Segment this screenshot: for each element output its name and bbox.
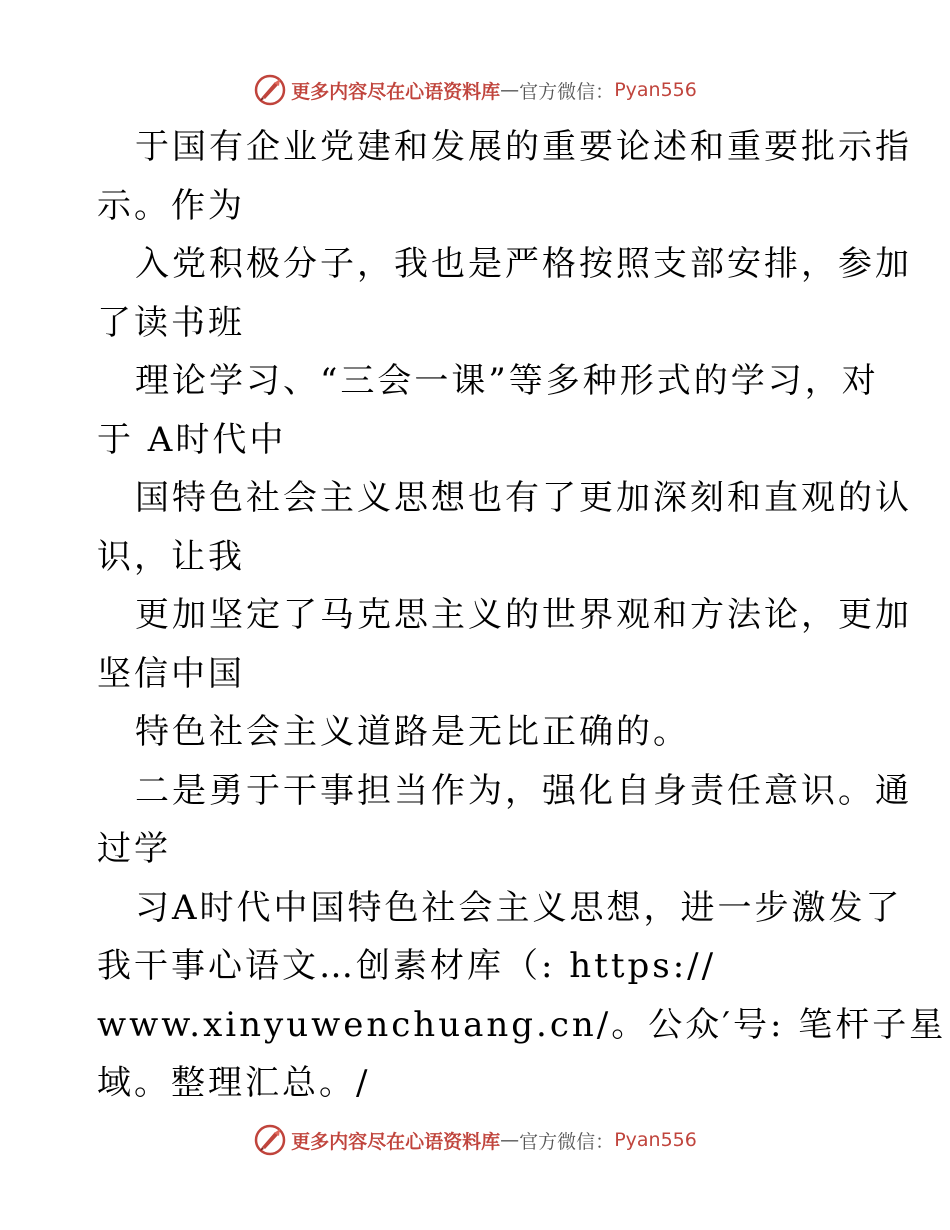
body-line: 特色社会主义道路是无比正确的。 [135, 712, 690, 752]
body-line: 识，让我 [97, 536, 245, 577]
body-line: 我干事心语文…创素材库（: https:// [97, 946, 717, 986]
body-line: 于国有企业党建和发展的重要论述和重要批示指 [135, 127, 912, 167]
header-separator: — [500, 79, 520, 101]
document-body [97, 118, 947, 1113]
body-line: 习A时代中国特色社会主义思想，进一步激发了 [135, 887, 903, 928]
body-line: 了读书班 [97, 302, 245, 343]
body-line: www.xinyuwenchuang.cn/。公众′号: 笔杆子星 [97, 1004, 947, 1045]
body-line: 更加坚定了马克思主义的世界观和方法论，更加 [135, 595, 912, 635]
body-line: 示。作为 [97, 185, 245, 226]
footer-banner [0, 1120, 950, 1160]
footer-official-label: 官方微信： [519, 1130, 615, 1153]
header-banner [0, 70, 950, 110]
footer-brand: 更多内容尽在心语资料库 [291, 1130, 501, 1153]
header-official-label: 官方微信： [519, 80, 615, 103]
body-line: 过学 [97, 829, 171, 869]
body-line: 坚信中国 [97, 653, 245, 694]
footer-separator: — [500, 1129, 520, 1151]
header-wechat-handle: Pyan556 [614, 79, 697, 101]
quill-pen-icon [253, 73, 287, 107]
body-line: 国特色社会主义思想也有了更加深刻和直观的认 [135, 478, 912, 518]
body-line: 于 A时代中 [97, 419, 287, 460]
body-line: 理论学习、“三会一课”等多种形式的学习，对 [135, 361, 879, 401]
header-brand: 更多内容尽在心语资料库 [291, 80, 501, 103]
body-line: 二是勇于干事担当作为，强化自身责任意识。通 [135, 770, 912, 811]
body-line: 入党积极分子，我也是严格按照支部安排，参加 [135, 244, 912, 284]
quill-pen-icon [253, 1123, 287, 1157]
footer-wechat-handle: Pyan556 [614, 1129, 697, 1151]
body-line: 域。整理汇总。/ [97, 1063, 371, 1103]
